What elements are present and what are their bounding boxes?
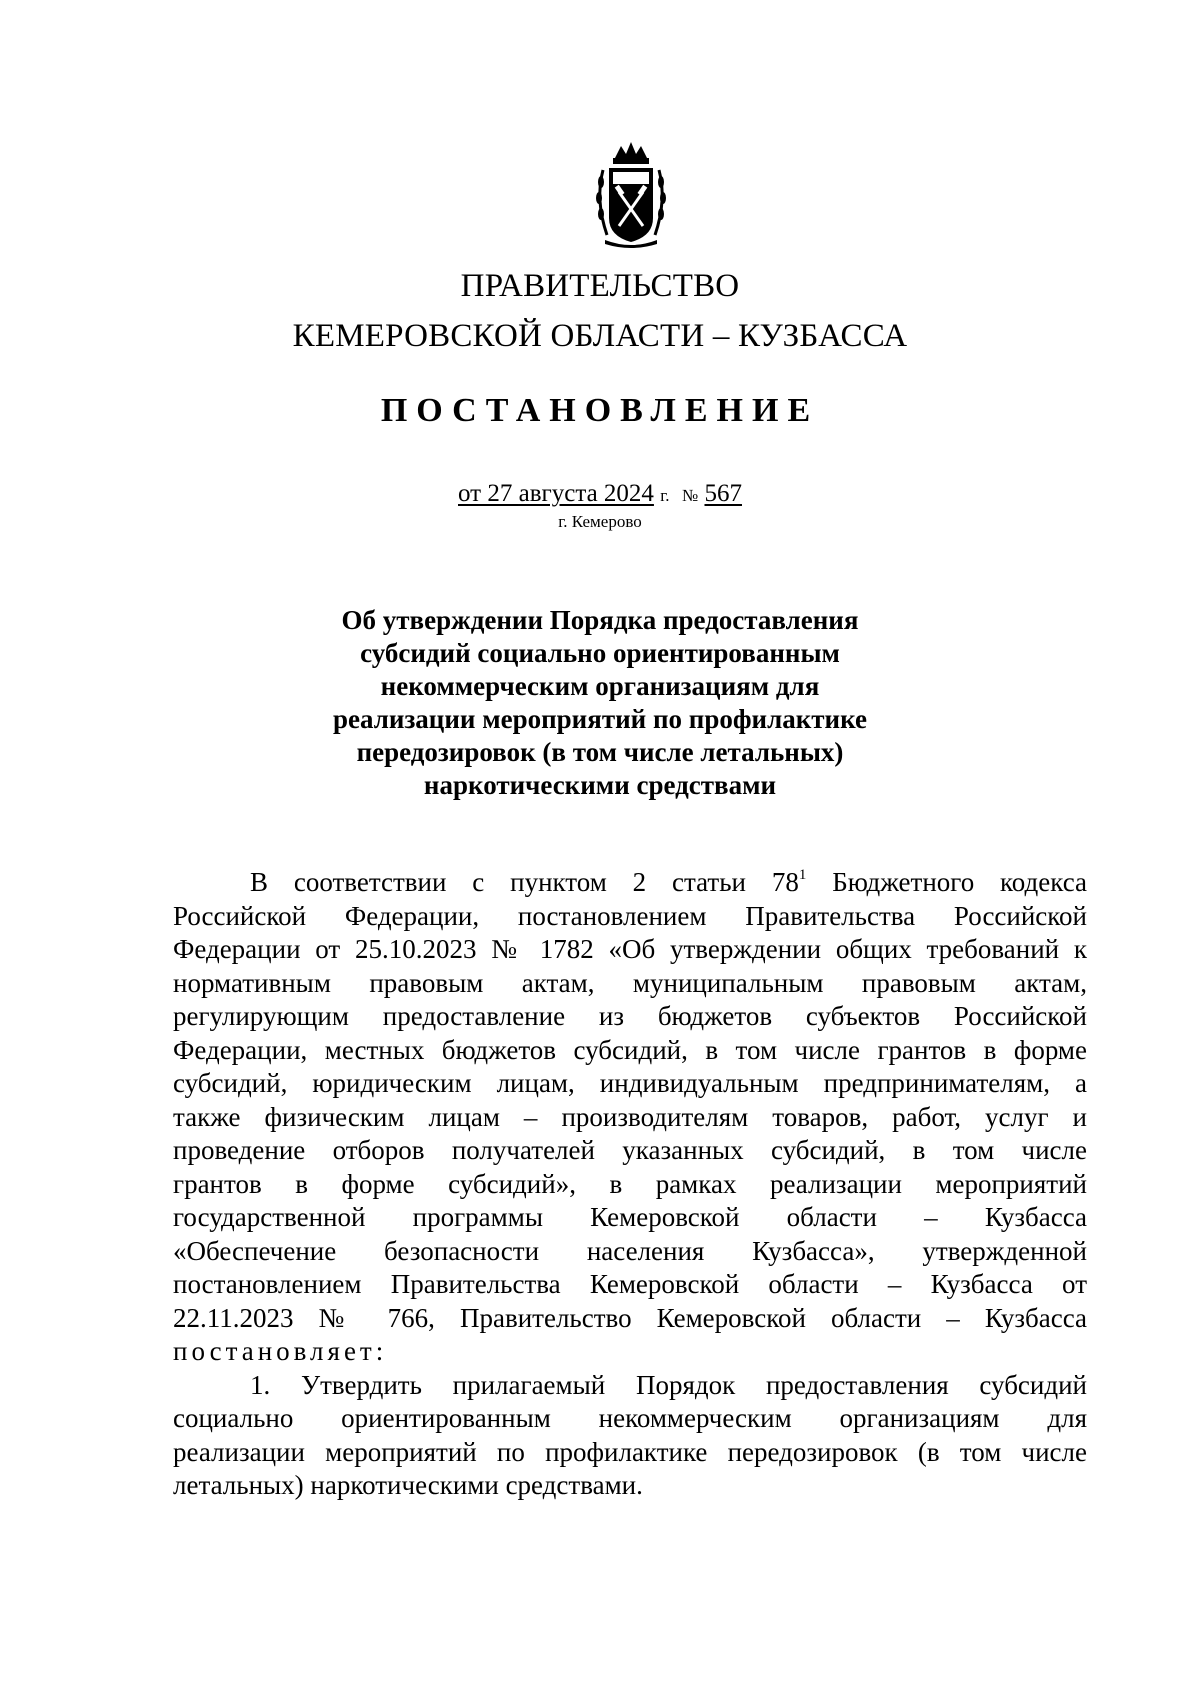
- document-date: от 27 августа 2024: [458, 480, 654, 507]
- preamble-line: «Обеспечение безопасности населения Кузбасса», утвержденной: [173, 1235, 1087, 1266]
- decree-word: постановляет:: [173, 1336, 388, 1366]
- item-1-line: социально ориентированным некоммерческим организациям для: [173, 1403, 1087, 1433]
- document-type-title: ПОСТАНОВЛЕНИЕ: [380, 392, 820, 429]
- subject-line: некоммерческим организациям для: [380, 671, 820, 701]
- subject-line: передозировок (в том числе летальных): [356, 737, 844, 767]
- document-body: [173, 866, 1087, 1503]
- document-subject: [330, 604, 870, 802]
- preamble-line: грантов в форме субсидий», в рамках реализации мероприятий: [173, 1168, 1087, 1199]
- preamble-line: Федерации, местных бюджетов субсидий, в том числе грантов в форме: [173, 1034, 1087, 1065]
- preamble-line: государственной программы Кемеровской области – Кузбасса: [173, 1202, 1087, 1232]
- superscript: 1: [798, 867, 807, 883]
- preamble-line: Федерации от 25.10.2023 № 1782 «Об утверждении общих требований к: [173, 934, 1087, 964]
- item-1-line: летальных) наркотическими средствами.: [173, 1470, 643, 1500]
- item-1-line: реализации мероприятий по профилактике передозировок (в том числе: [173, 1436, 1087, 1467]
- preamble-line: субсидий, юридическим лицам, индивидуальным предпринимателям, а: [173, 1068, 1087, 1098]
- date-number-line: [0, 480, 1200, 508]
- city-name: г. Кемерово: [558, 512, 642, 531]
- subject-line: субсидий социально ориентированным: [360, 638, 840, 668]
- coat-of-arms-icon: [593, 140, 669, 250]
- government-name-line-2: КЕМЕРОВСКОЙ ОБЛАСТИ – КУЗБАССА: [292, 318, 908, 354]
- preamble-line: проведение отборов получателей указанных субсидий, в том числе: [173, 1135, 1087, 1165]
- document-number: 567: [704, 480, 742, 507]
- subject-line: наркотическими средствами: [423, 770, 777, 800]
- preamble-line: В соответствии с пунктом 2 статьи $78^1$ Бюджетного кодекса: [250, 867, 1087, 897]
- preamble-line: постановлением Правительства Кемеровской области – Кузбасса от: [173, 1269, 1087, 1299]
- preamble-line: регулирующим предоставление из бюджетов субъектов Российской: [173, 1001, 1087, 1031]
- preamble-line: также физическим лицам – производителям товаров, работ, услуг и: [173, 1101, 1087, 1132]
- number-prefix: №: [682, 486, 699, 505]
- preamble-line: Российской Федерации, постановлением Правительства Российской: [173, 900, 1087, 931]
- preamble-line: нормативным правовым актам, муниципальным правовым актам,: [173, 967, 1087, 998]
- preamble-line: 22.11.2023 № 766, Правительство Кемеровской области – Кузбасса: [173, 1302, 1087, 1333]
- year-suffix: г.: [660, 486, 670, 505]
- subject-line: реализации мероприятий по профилактике: [333, 704, 867, 734]
- item-1-line: 1. Утвердить прилагаемый Порядок предоставления субсидий: [250, 1369, 1087, 1400]
- government-name-line-1: ПРАВИТЕЛЬСТВО: [460, 268, 740, 304]
- subject-line: Об утверждении Порядка предоставления: [341, 605, 859, 635]
